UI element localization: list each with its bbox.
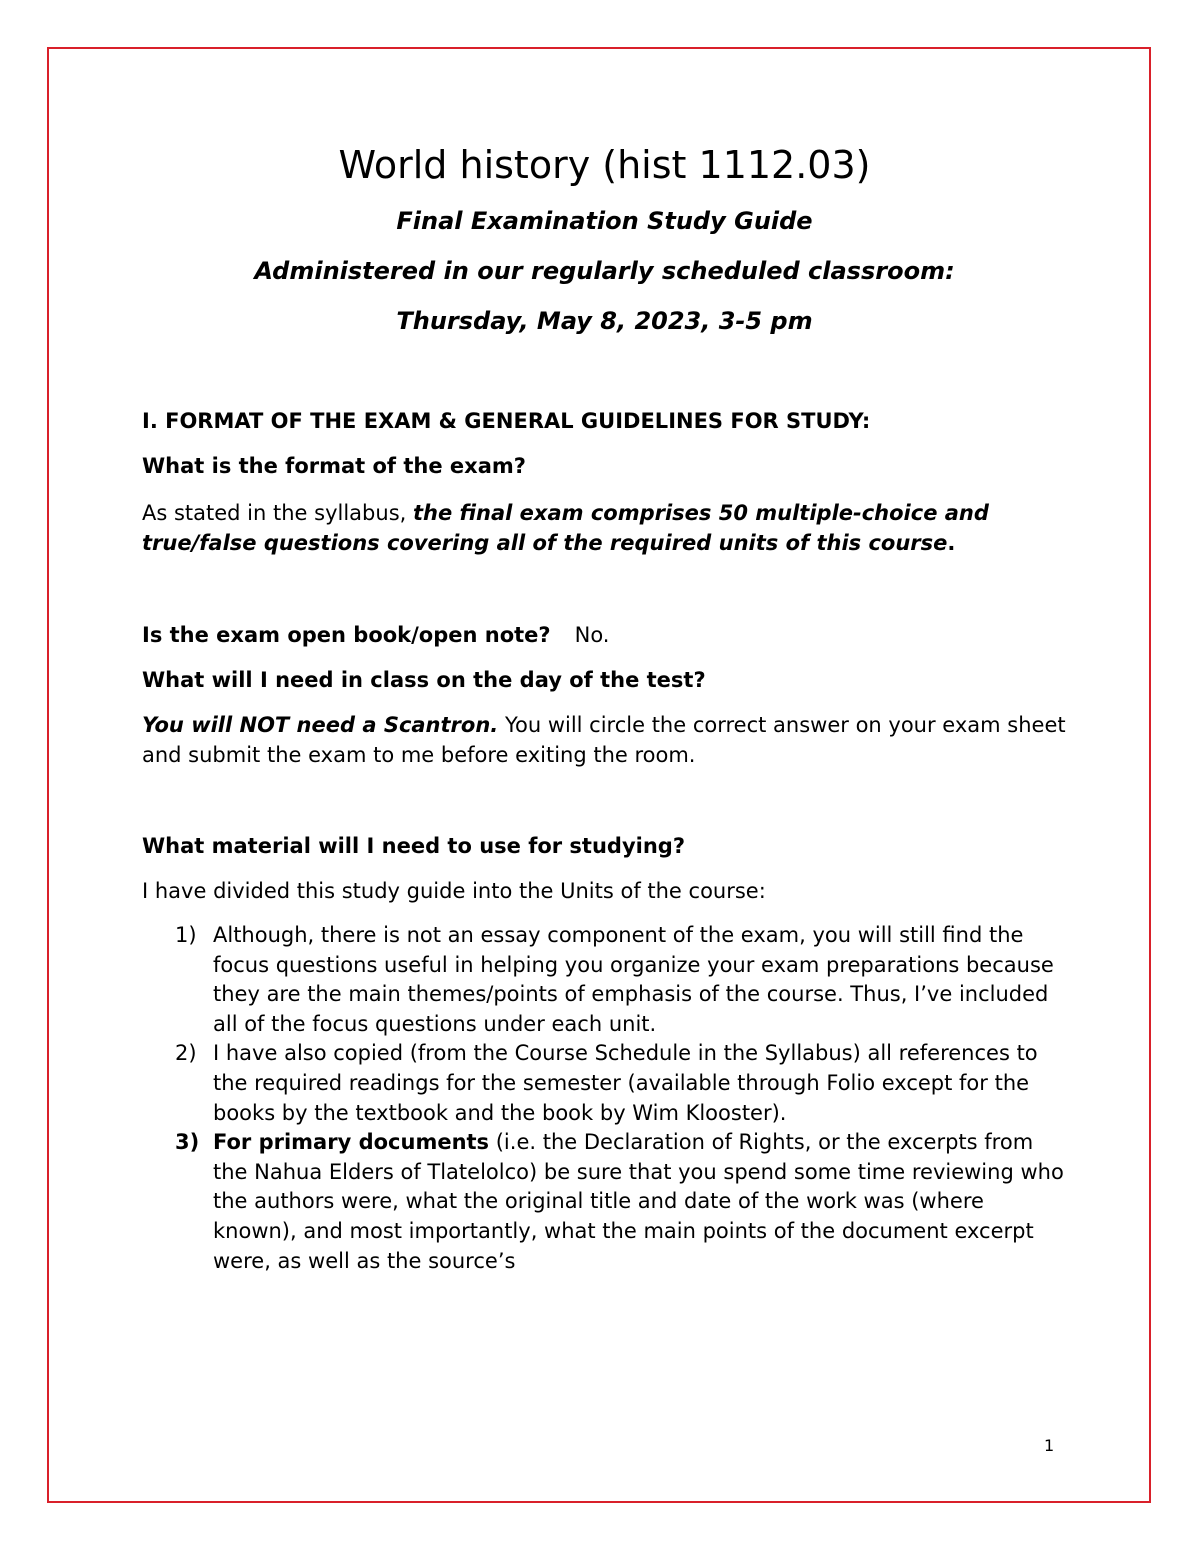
format-answer-suffix: .	[947, 531, 956, 555]
list-item-number: 2)	[175, 1041, 197, 1066]
question-open-book-text: Is the exam open book/open note?	[142, 623, 551, 647]
list-item-number: 1)	[175, 923, 197, 947]
question-material: What material will I need to use for studying?	[142, 834, 685, 858]
list-item	[142, 1039, 1067, 1128]
exam-location: Administered in our regularly scheduled classroom:	[254, 257, 955, 285]
question-open-book	[142, 620, 1067, 650]
format-answer	[142, 498, 1067, 558]
format-answer-emphasis: the final exam comprises 50 multiple-choice and true/false questions covering all of the required units of this course	[142, 501, 989, 555]
list-item	[142, 1128, 1067, 1276]
open-book-answer: No.	[574, 623, 610, 647]
list-item-bold-lead: For primary documents	[213, 1130, 490, 1155]
need-in-class-answer	[142, 710, 1067, 770]
format-answer-prefix: As stated in the syllabus,	[142, 501, 413, 525]
page-number: 1	[1044, 1436, 1055, 1455]
list-item-text: I have also copied (from the Course Schedule in the Syllabus) all references to the required readings for the semester (available through Folio except for the books by the textbook and the book by Wim Klooster).	[213, 1041, 1038, 1125]
list-item-number: 3)	[175, 1130, 200, 1155]
list-item	[142, 921, 1067, 1039]
document-subtitle: Final Examination Study Guide	[396, 207, 813, 235]
section-heading-format: I. FORMAT OF THE EXAM & GENERAL GUIDELINES FOR STUDY:	[142, 409, 871, 433]
list-item-text: Although, there is not an essay component of the exam, you will still find the focus questions useful in helping you organize your exam preparations because they are the main themes/points of emphasis of the course. Thus, I’ve included all of the focus questions under each unit.	[213, 923, 1054, 1036]
need-rest: You will circle the correct answer on your exam sheet and submit the exam to me before exiting the room.	[142, 713, 1066, 767]
exam-date: Thursday, May 8, 2023, 3-5 pm	[396, 307, 813, 335]
question-format: What is the format of the exam?	[142, 454, 526, 478]
document-title: World history (hist 1112.03)	[338, 143, 871, 187]
material-intro: I have divided this study guide into the Units of the course:	[142, 879, 766, 903]
document-body	[142, 138, 1067, 1276]
question-need-in-class: What will I need in class on the day of the test?	[142, 668, 706, 692]
need-emphasis: You will NOT need a Scantron.	[142, 713, 499, 737]
list-item-text: (i.e. the Declaration of Rights, or the excerpts from the Nahua Elders of Tlatelolco) be sure that you spend some time reviewing who the authors were, what the original title and date of the work was (where known), and most importantly, what the main points of the document excerpt were, as well as the source’s	[213, 1130, 1064, 1273]
units-list	[142, 921, 1067, 1276]
